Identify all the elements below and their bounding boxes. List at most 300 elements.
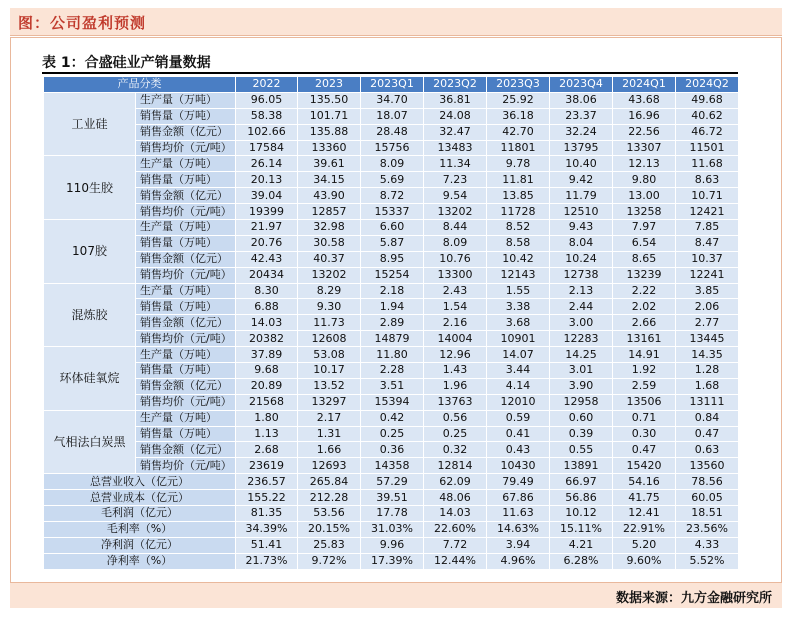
value-cell: 12510 <box>550 204 613 220</box>
value-cell: 13506 <box>613 394 676 410</box>
value-cell: 5.69 <box>361 172 424 188</box>
value-cell: 21.73% <box>236 553 298 569</box>
summary-row <box>44 553 739 569</box>
value-cell: 38.06 <box>550 92 613 108</box>
value-cell: 11.34 <box>424 156 487 172</box>
value-cell: 13360 <box>298 140 361 156</box>
value-cell: 12693 <box>298 458 361 474</box>
value-cell: 12.13 <box>613 156 676 172</box>
value-cell: 10.17 <box>298 363 361 379</box>
value-cell: 11.68 <box>676 156 739 172</box>
table-row <box>44 140 739 156</box>
value-cell: 12421 <box>676 204 739 220</box>
value-cell: 13763 <box>424 394 487 410</box>
table-row <box>44 363 739 379</box>
value-cell: 12.44% <box>424 553 487 569</box>
metric-label-cell: 销售金额（亿元） <box>136 251 236 267</box>
value-cell: 8.63 <box>676 172 739 188</box>
value-cell: 39.61 <box>298 156 361 172</box>
value-cell: 0.55 <box>550 442 613 458</box>
value-cell: 0.41 <box>487 426 550 442</box>
value-cell: 0.25 <box>424 426 487 442</box>
value-cell: 7.23 <box>424 172 487 188</box>
table-row <box>44 124 739 140</box>
value-cell: 13.52 <box>298 378 361 394</box>
value-cell: 8.09 <box>361 156 424 172</box>
source-bar <box>10 582 782 608</box>
summary-label-cell: 毛利率（%） <box>44 521 236 537</box>
value-cell: 4.33 <box>676 537 739 553</box>
summary-label-cell: 总营业收入（亿元） <box>44 474 236 490</box>
value-cell: 3.01 <box>550 363 613 379</box>
value-cell: 19399 <box>236 204 298 220</box>
value-cell: 1.92 <box>613 363 676 379</box>
table-row <box>44 315 739 331</box>
value-cell: 11728 <box>487 204 550 220</box>
value-cell: 1.28 <box>676 363 739 379</box>
table-row <box>44 92 739 108</box>
value-cell: 14.03 <box>236 315 298 331</box>
value-cell: 2.66 <box>613 315 676 331</box>
metric-label-cell: 销售量（万吨） <box>136 363 236 379</box>
value-cell: 13202 <box>298 267 361 283</box>
production-sales-table <box>43 76 739 570</box>
value-cell: 42.70 <box>487 124 550 140</box>
value-cell: 9.78 <box>487 156 550 172</box>
product-category-cell: 气相法白炭黑 <box>44 410 136 474</box>
value-cell: 54.16 <box>613 474 676 490</box>
value-cell: 13307 <box>613 140 676 156</box>
table-row <box>44 235 739 251</box>
table-row <box>44 394 739 410</box>
value-cell: 15337 <box>361 204 424 220</box>
table-title: 表 1：合盛硅业产销量数据 <box>42 55 211 71</box>
value-cell: 13202 <box>424 204 487 220</box>
table-row <box>44 220 739 236</box>
value-cell: 6.54 <box>613 235 676 251</box>
value-cell: 2.43 <box>424 283 487 299</box>
value-cell: 32.24 <box>550 124 613 140</box>
value-cell: 15254 <box>361 267 424 283</box>
value-cell: 5.87 <box>361 235 424 251</box>
value-cell: 39.51 <box>361 490 424 506</box>
value-cell: 1.54 <box>424 299 487 315</box>
value-cell: 10901 <box>487 331 550 347</box>
table-row <box>44 108 739 124</box>
value-cell: 12.96 <box>424 347 487 363</box>
value-cell: 155.22 <box>236 490 298 506</box>
value-cell: 0.63 <box>676 442 739 458</box>
value-cell: 23619 <box>236 458 298 474</box>
value-cell: 212.28 <box>298 490 361 506</box>
value-cell: 4.96% <box>487 553 550 569</box>
value-cell: 15394 <box>361 394 424 410</box>
value-cell: 14004 <box>424 331 487 347</box>
value-cell: 22.91% <box>613 521 676 537</box>
value-cell: 10.71 <box>676 188 739 204</box>
value-cell: 0.84 <box>676 410 739 426</box>
value-cell: 13239 <box>613 267 676 283</box>
value-cell: 8.58 <box>487 235 550 251</box>
value-cell: 12143 <box>487 267 550 283</box>
value-cell: 1.43 <box>424 363 487 379</box>
value-cell: 2.28 <box>361 363 424 379</box>
value-cell: 8.52 <box>487 220 550 236</box>
value-cell: 0.71 <box>613 410 676 426</box>
figure-header-bar <box>10 8 782 36</box>
value-cell: 2.77 <box>676 315 739 331</box>
figure-title: 图：公司盈利预测 <box>18 14 147 32</box>
metric-label-cell: 销售金额（亿元） <box>136 124 236 140</box>
value-cell: 13.00 <box>613 188 676 204</box>
value-cell: 66.97 <box>550 474 613 490</box>
value-cell: 12608 <box>298 331 361 347</box>
value-cell: 36.18 <box>487 108 550 124</box>
value-cell: 4.14 <box>487 378 550 394</box>
value-cell: 57.29 <box>361 474 424 490</box>
value-cell: 0.32 <box>424 442 487 458</box>
value-cell: 13560 <box>676 458 739 474</box>
title-rule <box>42 72 738 74</box>
value-cell: 0.36 <box>361 442 424 458</box>
value-cell: 0.59 <box>487 410 550 426</box>
metric-label-cell: 生产量（万吨） <box>136 156 236 172</box>
value-cell: 8.09 <box>424 235 487 251</box>
value-cell: 1.96 <box>424 378 487 394</box>
value-cell: 9.72% <box>298 553 361 569</box>
value-cell: 1.68 <box>676 378 739 394</box>
value-cell: 6.28% <box>550 553 613 569</box>
summary-row <box>44 537 739 553</box>
value-cell: 6.60 <box>361 220 424 236</box>
column-header-period: 2023Q4 <box>550 77 613 93</box>
value-cell: 25.92 <box>487 92 550 108</box>
value-cell: 21568 <box>236 394 298 410</box>
value-cell: 0.25 <box>361 426 424 442</box>
value-cell: 1.80 <box>236 410 298 426</box>
column-header-period: 2022 <box>236 77 298 93</box>
value-cell: 8.29 <box>298 283 361 299</box>
value-cell: 9.68 <box>236 363 298 379</box>
value-cell: 0.56 <box>424 410 487 426</box>
value-cell: 8.04 <box>550 235 613 251</box>
value-cell: 3.38 <box>487 299 550 315</box>
value-cell: 15756 <box>361 140 424 156</box>
value-cell: 12283 <box>550 331 613 347</box>
value-cell: 36.81 <box>424 92 487 108</box>
value-cell: 9.96 <box>361 537 424 553</box>
product-category-cell: 工业硅 <box>44 92 136 156</box>
summary-label-cell: 净利润（亿元） <box>44 537 236 553</box>
value-cell: 12738 <box>550 267 613 283</box>
summary-row <box>44 521 739 537</box>
value-cell: 14879 <box>361 331 424 347</box>
value-cell: 14.63% <box>487 521 550 537</box>
value-cell: 43.68 <box>613 92 676 108</box>
value-cell: 265.84 <box>298 474 361 490</box>
value-cell: 11.73 <box>298 315 361 331</box>
value-cell: 11801 <box>487 140 550 156</box>
value-cell: 10.24 <box>550 251 613 267</box>
value-cell: 2.13 <box>550 283 613 299</box>
value-cell: 34.70 <box>361 92 424 108</box>
value-cell: 3.00 <box>550 315 613 331</box>
value-cell: 3.44 <box>487 363 550 379</box>
value-cell: 13258 <box>613 204 676 220</box>
value-cell: 16.96 <box>613 108 676 124</box>
value-cell: 34.15 <box>298 172 361 188</box>
value-cell: 2.89 <box>361 315 424 331</box>
value-cell: 1.13 <box>236 426 298 442</box>
value-cell: 67.86 <box>487 490 550 506</box>
value-cell: 13891 <box>550 458 613 474</box>
value-cell: 8.65 <box>613 251 676 267</box>
value-cell: 236.57 <box>236 474 298 490</box>
value-cell: 43.90 <box>298 188 361 204</box>
column-header-period: 2023Q2 <box>424 77 487 93</box>
table-row <box>44 188 739 204</box>
value-cell: 7.85 <box>676 220 739 236</box>
column-header-period: 2023 <box>298 77 361 93</box>
value-cell: 2.06 <box>676 299 739 315</box>
value-cell: 8.44 <box>424 220 487 236</box>
value-cell: 12241 <box>676 267 739 283</box>
metric-label-cell: 销售均价（元/吨） <box>136 331 236 347</box>
product-category-cell: 混炼胶 <box>44 283 136 347</box>
value-cell: 20.89 <box>236 378 298 394</box>
column-header-period: 2023Q3 <box>487 77 550 93</box>
value-cell: 3.68 <box>487 315 550 331</box>
value-cell: 31.03% <box>361 521 424 537</box>
value-cell: 3.85 <box>676 283 739 299</box>
value-cell: 17.39% <box>361 553 424 569</box>
metric-label-cell: 销售量（万吨） <box>136 299 236 315</box>
value-cell: 13795 <box>550 140 613 156</box>
summary-row <box>44 506 739 522</box>
value-cell: 5.52% <box>676 553 739 569</box>
value-cell: 51.41 <box>236 537 298 553</box>
value-cell: 8.95 <box>361 251 424 267</box>
value-cell: 4.21 <box>550 537 613 553</box>
value-cell: 53.56 <box>298 506 361 522</box>
column-header-period: 2024Q1 <box>613 77 676 93</box>
summary-row <box>44 490 739 506</box>
metric-label-cell: 销售量（万吨） <box>136 426 236 442</box>
value-cell: 2.59 <box>613 378 676 394</box>
value-cell: 9.43 <box>550 220 613 236</box>
value-cell: 37.89 <box>236 347 298 363</box>
value-cell: 11.63 <box>487 506 550 522</box>
metric-label-cell: 销售金额（亿元） <box>136 188 236 204</box>
value-cell: 13111 <box>676 394 739 410</box>
value-cell: 10.76 <box>424 251 487 267</box>
value-cell: 30.58 <box>298 235 361 251</box>
value-cell: 9.60% <box>613 553 676 569</box>
value-cell: 14.91 <box>613 347 676 363</box>
value-cell: 12814 <box>424 458 487 474</box>
table-row <box>44 378 739 394</box>
value-cell: 135.88 <box>298 124 361 140</box>
value-cell: 9.80 <box>613 172 676 188</box>
value-cell: 2.18 <box>361 283 424 299</box>
value-cell: 21.97 <box>236 220 298 236</box>
value-cell: 0.42 <box>361 410 424 426</box>
metric-label-cell: 生产量（万吨） <box>136 92 236 108</box>
metric-label-cell: 生产量（万吨） <box>136 283 236 299</box>
value-cell: 14.07 <box>487 347 550 363</box>
value-cell: 0.60 <box>550 410 613 426</box>
value-cell: 18.07 <box>361 108 424 124</box>
value-cell: 1.94 <box>361 299 424 315</box>
value-cell: 1.55 <box>487 283 550 299</box>
metric-label-cell: 销售金额（亿元） <box>136 315 236 331</box>
column-header-period: 2023Q1 <box>361 77 424 93</box>
table-row <box>44 267 739 283</box>
value-cell: 10.42 <box>487 251 550 267</box>
value-cell: 12958 <box>550 394 613 410</box>
value-cell: 62.09 <box>424 474 487 490</box>
value-cell: 81.35 <box>236 506 298 522</box>
table-row <box>44 442 739 458</box>
value-cell: 14.25 <box>550 347 613 363</box>
value-cell: 2.44 <box>550 299 613 315</box>
table-row <box>44 426 739 442</box>
value-cell: 26.14 <box>236 156 298 172</box>
value-cell: 7.72 <box>424 537 487 553</box>
value-cell: 12010 <box>487 394 550 410</box>
table-row <box>44 156 739 172</box>
value-cell: 34.39% <box>236 521 298 537</box>
value-cell: 8.30 <box>236 283 298 299</box>
value-cell: 15420 <box>613 458 676 474</box>
value-cell: 10430 <box>487 458 550 474</box>
value-cell: 7.97 <box>613 220 676 236</box>
value-cell: 49.68 <box>676 92 739 108</box>
value-cell: 11.79 <box>550 188 613 204</box>
value-cell: 40.37 <box>298 251 361 267</box>
table-header-row <box>44 77 739 93</box>
value-cell: 20434 <box>236 267 298 283</box>
metric-label-cell: 销售金额（亿元） <box>136 442 236 458</box>
value-cell: 22.60% <box>424 521 487 537</box>
value-cell: 13297 <box>298 394 361 410</box>
value-cell: 3.51 <box>361 378 424 394</box>
table-row <box>44 251 739 267</box>
summary-row <box>44 474 739 490</box>
value-cell: 10.12 <box>550 506 613 522</box>
table-body <box>44 92 739 569</box>
value-cell: 46.72 <box>676 124 739 140</box>
value-cell: 25.83 <box>298 537 361 553</box>
value-cell: 13300 <box>424 267 487 283</box>
metric-label-cell: 销售均价（元/吨） <box>136 394 236 410</box>
source-note: 数据来源：九方金融研究所 <box>615 591 772 606</box>
value-cell: 53.08 <box>298 347 361 363</box>
metric-label-cell: 销售金额（亿元） <box>136 378 236 394</box>
value-cell: 20.76 <box>236 235 298 251</box>
value-cell: 14.03 <box>424 506 487 522</box>
value-cell: 14.35 <box>676 347 739 363</box>
value-cell: 11501 <box>676 140 739 156</box>
value-cell: 23.37 <box>550 108 613 124</box>
value-cell: 13483 <box>424 140 487 156</box>
value-cell: 0.47 <box>676 426 739 442</box>
metric-label-cell: 销售均价（元/吨） <box>136 267 236 283</box>
value-cell: 5.20 <box>613 537 676 553</box>
value-cell: 0.30 <box>613 426 676 442</box>
table-row <box>44 283 739 299</box>
metric-label-cell: 销售均价（元/吨） <box>136 140 236 156</box>
value-cell: 40.62 <box>676 108 739 124</box>
value-cell: 96.05 <box>236 92 298 108</box>
value-cell: 79.49 <box>487 474 550 490</box>
metric-label-cell: 生产量（万吨） <box>136 347 236 363</box>
value-cell: 13.85 <box>487 188 550 204</box>
value-cell: 9.30 <box>298 299 361 315</box>
value-cell: 17.78 <box>361 506 424 522</box>
value-cell: 20382 <box>236 331 298 347</box>
value-cell: 3.94 <box>487 537 550 553</box>
summary-label-cell: 毛利润（亿元） <box>44 506 236 522</box>
table-row <box>44 331 739 347</box>
summary-label-cell: 净利率（%） <box>44 553 236 569</box>
value-cell: 18.51 <box>676 506 739 522</box>
value-cell: 60.05 <box>676 490 739 506</box>
metric-label-cell: 销售量（万吨） <box>136 108 236 124</box>
value-cell: 2.16 <box>424 315 487 331</box>
value-cell: 42.43 <box>236 251 298 267</box>
table-row <box>44 410 739 426</box>
value-cell: 0.47 <box>613 442 676 458</box>
value-cell: 6.88 <box>236 299 298 315</box>
value-cell: 20.13 <box>236 172 298 188</box>
metric-label-cell: 生产量（万吨） <box>136 220 236 236</box>
table-row <box>44 299 739 315</box>
value-cell: 10.37 <box>676 251 739 267</box>
value-cell: 12.41 <box>613 506 676 522</box>
value-cell: 101.71 <box>298 108 361 124</box>
value-cell: 41.75 <box>613 490 676 506</box>
value-cell: 20.15% <box>298 521 361 537</box>
column-header-period: 2024Q2 <box>676 77 739 93</box>
value-cell: 13445 <box>676 331 739 347</box>
value-cell: 0.39 <box>550 426 613 442</box>
value-cell: 9.42 <box>550 172 613 188</box>
column-header-category: 产品分类 <box>44 77 236 93</box>
product-category-cell: 环体硅氧烷 <box>44 347 136 411</box>
value-cell: 8.47 <box>676 235 739 251</box>
value-cell: 2.17 <box>298 410 361 426</box>
product-category-cell: 107胶 <box>44 220 136 284</box>
value-cell: 8.72 <box>361 188 424 204</box>
value-cell: 0.43 <box>487 442 550 458</box>
value-cell: 14358 <box>361 458 424 474</box>
value-cell: 11.80 <box>361 347 424 363</box>
value-cell: 58.38 <box>236 108 298 124</box>
value-cell: 23.56% <box>676 521 739 537</box>
value-cell: 28.48 <box>361 124 424 140</box>
summary-label-cell: 总营业成本（亿元） <box>44 490 236 506</box>
metric-label-cell: 销售均价（元/吨） <box>136 204 236 220</box>
value-cell: 32.47 <box>424 124 487 140</box>
value-cell: 2.22 <box>613 283 676 299</box>
value-cell: 9.54 <box>424 188 487 204</box>
value-cell: 1.66 <box>298 442 361 458</box>
metric-label-cell: 销售均价（元/吨） <box>136 458 236 474</box>
value-cell: 13161 <box>613 331 676 347</box>
value-cell: 135.50 <box>298 92 361 108</box>
product-category-cell: 110生胶 <box>44 156 136 220</box>
